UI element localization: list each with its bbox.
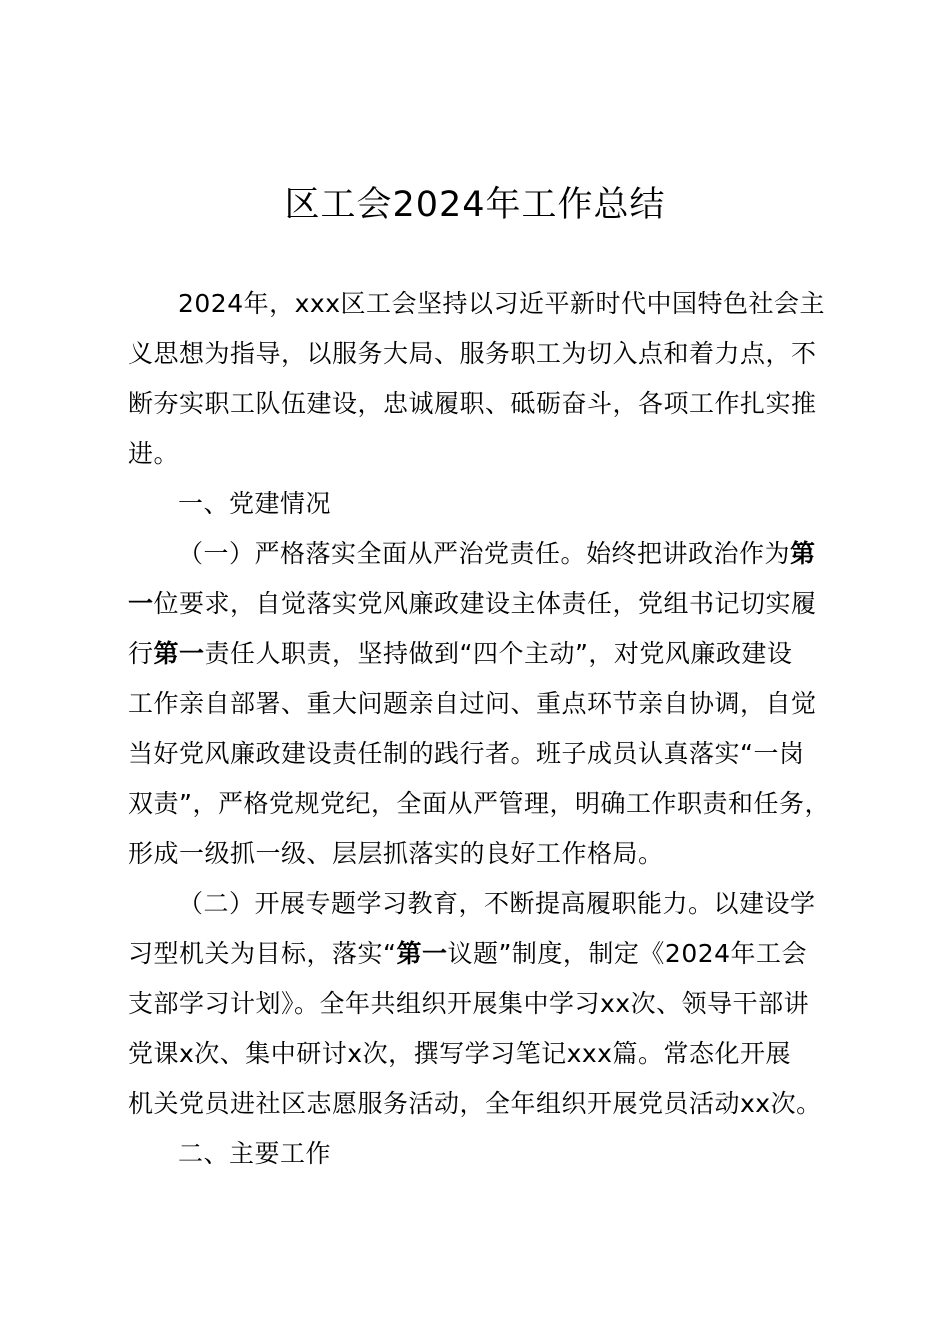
paragraph-line [128,836,664,872]
text-segment: （一）严格落实全面从严治党责任。始终把讲政治作为 [178,539,791,568]
text-segment: 2024年，xxx区工会坚持以习近平新时代中国特色社会主 [178,289,826,318]
bold-text: 第 [790,539,816,568]
text-segment: 工作亲自部署、重大问题亲自过问、重点环节亲自协调，自觉 [128,689,817,718]
text-segment: 进。 [128,439,180,468]
paragraph-line [178,886,816,922]
paragraph-line [178,286,825,322]
document-title: 区工会2024年工作总结 [284,185,666,225]
section-heading [178,486,331,522]
paragraph-line [128,736,804,772]
section-heading [178,1136,331,1172]
text-segment: 机关党员进社区志愿服务活动，全年组织开展党员活动xx次。 [128,1089,822,1118]
paragraph-line [178,536,816,572]
text-segment: 形成一级抓一级、层层抓落实的良好工作格局。 [128,839,664,868]
text-segment: 当好党风廉政建设责任制的践行者。班子成员认真落实“一岗 [128,739,805,768]
text-segment: 党课x次、集中研讨x次，撰写学习笔记xxx篇。常态化开展 [128,1039,791,1068]
text-segment: 习型机关为目标，落实“ [128,939,397,968]
paragraph-line [128,436,179,472]
paragraph-line [128,986,809,1022]
text-segment: 义思想为指导，以服务大局、服务职工为切入点和着力点，不 [128,339,817,368]
text-segment: 双责”，严格党规党纪，全面从严管理，明确工作职责和任务， [128,789,830,818]
bold-text: 第一 [153,639,205,668]
paragraph-line [128,586,817,622]
paragraph-line [128,386,817,422]
text-segment: 断夯实职工队伍建设，忠诚履职、砥砺奋斗，各项工作扎实推 [128,389,817,418]
paragraph-line [128,336,817,372]
text-segment: 一、党建情况 [178,489,332,518]
bold-text: 一 [128,589,154,618]
paragraph-line [128,1036,791,1072]
paragraph-line [128,786,830,822]
paragraph-line [128,686,817,722]
paragraph-line [128,636,792,672]
text-segment: 行 [128,639,154,668]
text-segment: 议题”制度，制定《2024年工会 [447,939,808,968]
bold-text: 第一 [396,939,448,968]
paragraph-line [128,936,807,972]
text-segment: （二）开展专题学习教育，不断提高履职能力。以建设学 [178,889,816,918]
text-segment: 位要求，自觉落实党风廉政建设主体责任，党组书记切实履 [153,589,817,618]
text-segment: 二、主要工作 [178,1139,332,1168]
text-segment: 支部学习计划》。全年共组织开展集中学习xx次、领导干部讲 [128,989,810,1018]
paragraph-line [128,1086,822,1122]
text-segment: 责任人职责，坚持做到“四个主动”，对党风廉政建设 [204,639,793,668]
